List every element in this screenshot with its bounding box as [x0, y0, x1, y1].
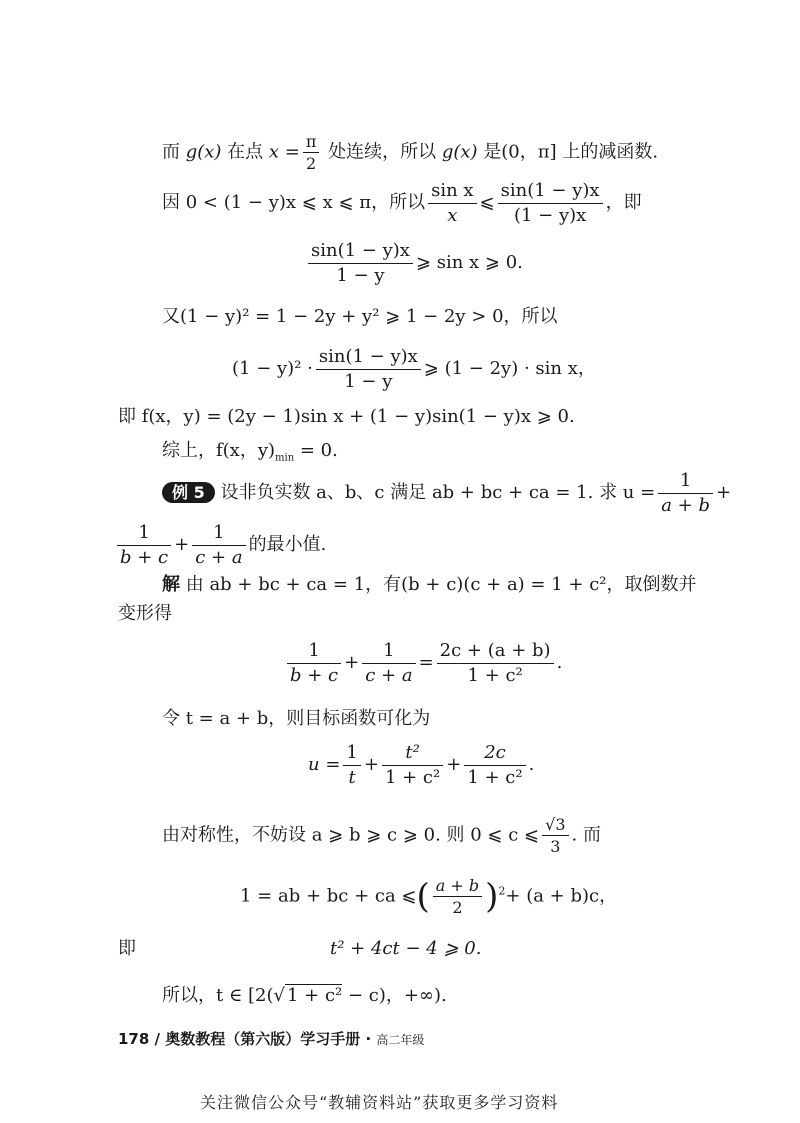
- text-line: [162, 574, 697, 596]
- numerator: 1: [117, 522, 171, 546]
- symbol: ⩽: [479, 192, 495, 214]
- footer-grade: 高二年级: [376, 1033, 425, 1047]
- equation: [232, 346, 596, 392]
- fraction: [117, 522, 171, 568]
- symbol: +: [344, 652, 360, 674]
- text: 的最小值.: [248, 534, 327, 556]
- numerator: √3: [542, 815, 568, 836]
- fraction: [658, 470, 713, 516]
- equation: [308, 742, 534, 788]
- text: 所以，t ∈ [2(: [162, 985, 274, 1006]
- text-line: [162, 815, 601, 856]
- fraction: [542, 815, 568, 856]
- text-line: [162, 440, 338, 465]
- text: 而: [162, 141, 186, 163]
- symbol: .: [528, 754, 535, 776]
- numerator: 1: [362, 640, 415, 664]
- text-line: [118, 406, 575, 428]
- denominator: 3: [550, 837, 561, 857]
- numerator: 2c + (a + b): [437, 640, 554, 664]
- text: + (a + b)c，: [505, 885, 618, 907]
- fraction: [382, 742, 443, 788]
- symbol: +: [715, 482, 732, 504]
- fraction: [437, 640, 554, 686]
- text: = 0.: [294, 440, 338, 461]
- denominator: c + a: [195, 546, 243, 568]
- text-line: [162, 132, 658, 173]
- watermark: 关注微信公众号“教辅资料站”获取更多学习资料: [200, 1093, 559, 1112]
- numerator: sin x: [428, 180, 476, 204]
- math: t² + 4ct − 4 ⩾ 0.: [330, 938, 482, 959]
- text: 因 0 < (1 − y)x ⩽ x ⩽ π，所以: [162, 192, 426, 214]
- text: 令 t = a + b，则目标函数可化为: [162, 708, 431, 729]
- symbol: .: [556, 652, 563, 674]
- denominator: a + b: [661, 494, 710, 516]
- denominator: 1 + c²: [467, 766, 523, 788]
- numerator: sin(1 − y)x: [498, 180, 603, 204]
- equation: [305, 240, 523, 286]
- text-line: [118, 603, 172, 625]
- text: 又(1 − y)² = 1 − 2y + y² ⩾ 1 − 2y > 0，所以: [162, 306, 558, 327]
- numerator: π: [303, 132, 320, 153]
- fraction: [433, 876, 482, 917]
- text: 变形得: [118, 603, 172, 624]
- left-paren: (: [416, 876, 430, 917]
- symbol: +: [174, 534, 190, 556]
- numerator: a + b: [433, 876, 482, 897]
- denominator: t: [348, 766, 356, 788]
- symbol: +: [446, 754, 462, 776]
- text-line: [114, 522, 326, 568]
- right-paren: ): [485, 876, 499, 917]
- exponent: 2: [498, 884, 506, 898]
- symbol: +: [363, 754, 379, 776]
- text: − c)，+∞).: [342, 985, 447, 1006]
- numerator: 2c: [464, 742, 525, 766]
- symbol: =: [418, 652, 434, 674]
- fraction: [464, 742, 525, 788]
- denominator: b + c: [120, 546, 169, 568]
- equation: [240, 876, 617, 917]
- numerator: t²: [382, 742, 443, 766]
- text: (1 − y)² ·: [232, 358, 313, 380]
- denominator: c + a: [365, 664, 413, 686]
- fraction: [192, 522, 245, 568]
- denominator: 2: [452, 898, 463, 918]
- numerator: 1: [192, 522, 245, 546]
- text: 由对称性，不妨设 a ⩾ b ⩾ c ⩾ 0. 则 0 ⩽ c ⩽: [162, 824, 540, 846]
- text: 处连续，所以: [322, 141, 442, 163]
- sqrt-content: 1 + c²: [286, 985, 343, 1006]
- fraction: [316, 346, 421, 392]
- numerator: sin(1 − y)x: [308, 240, 413, 264]
- text: 综上，f(x，y): [162, 440, 276, 461]
- text-line: [162, 985, 447, 1007]
- solution-label: 解: [162, 574, 180, 595]
- text-line: [162, 708, 430, 730]
- numerator: sin(1 − y)x: [316, 346, 421, 370]
- text: 即: [118, 938, 136, 959]
- fraction: [343, 742, 360, 788]
- text: ⩾ (1 − 2y) · sin x，: [423, 358, 596, 380]
- fraction: [428, 180, 476, 226]
- denominator: 2: [306, 154, 317, 174]
- denominator: 1 − y: [344, 370, 393, 392]
- fraction: [303, 132, 320, 173]
- text: 即 f(x，y) = (2y − 1)sin x + (1 − y)sin(1 − y)x ⩾ 0.: [118, 406, 575, 427]
- math: u =: [308, 754, 341, 776]
- example-badge: 例 5: [162, 482, 215, 503]
- fraction: [362, 640, 415, 686]
- text: . 而: [571, 824, 601, 846]
- equation: [330, 938, 481, 960]
- text: 设非负实数 a、b、c 满足 ab + bc + ca = 1. 求 u =: [214, 482, 656, 504]
- text: ⩾ sin x ⩾ 0.: [415, 252, 523, 274]
- denominator: (1 − y)x: [513, 204, 587, 226]
- numerator: 1: [343, 742, 360, 766]
- text: 1 = ab + bc + ca ⩽: [240, 885, 417, 907]
- fraction: [498, 180, 603, 226]
- equation: [284, 640, 562, 686]
- math: x =: [268, 141, 300, 163]
- denominator: 1 + c²: [467, 664, 523, 686]
- text: 在点: [221, 141, 269, 163]
- text-line: [118, 938, 136, 960]
- numerator: 1: [287, 640, 341, 664]
- denominator: 1 − y: [336, 264, 385, 286]
- text-line: [162, 306, 558, 328]
- fraction: [308, 240, 413, 286]
- denominator: 1 + c²: [384, 766, 441, 788]
- footer-title: 178 / 奥数教程（第六版）学习手册 ·: [118, 1030, 377, 1048]
- text-line: [162, 180, 642, 226]
- text: ，即: [605, 192, 642, 214]
- text: 是(0，π] 上的减函数.: [477, 141, 659, 163]
- numerator: 1: [658, 470, 713, 494]
- page-footer: [118, 1028, 424, 1049]
- text: 由 ab + bc + ca = 1，有(b + c)(c + a) = 1 + c²，取倒数并: [180, 574, 697, 595]
- denominator: b + c: [290, 664, 339, 686]
- subscript: min: [275, 452, 295, 464]
- fraction: [287, 640, 341, 686]
- sqrt-symbol: √: [273, 985, 285, 1006]
- math: g(x): [441, 141, 478, 163]
- denominator: x: [447, 204, 458, 226]
- example-header: [162, 470, 731, 516]
- math: g(x): [185, 141, 222, 163]
